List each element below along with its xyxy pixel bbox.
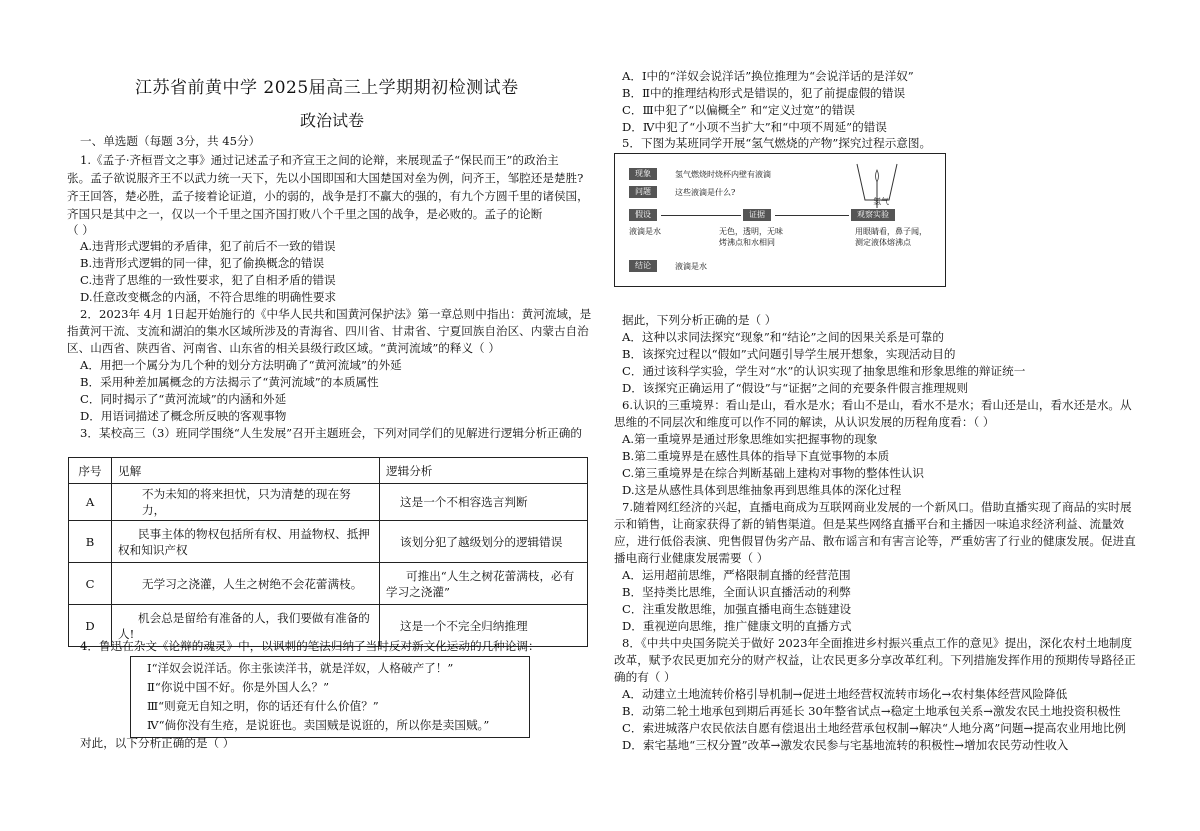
q1-option-c[interactable]: C.违背了思维的一致性要求，犯了自相矛盾的错误	[80, 273, 336, 287]
observe-line-2: 测定液体熔沸点	[855, 238, 911, 247]
q7-line: 7.随着网红经济的兴起，直播电商成为互联网商业发展的一个新风口。借助直播实现了商品的实时展	[622, 500, 1132, 514]
q1-line: 齐王回答，楚必胜，孟子接着论证道，小的弱的，战争是打不赢大的强的，有九个方圆千里的诸侯国，	[67, 189, 589, 203]
table-header: 见解	[112, 458, 380, 484]
q2-line: 2．2023年 4月 1日起开始施行的《中华人民共和国黄河保护法》第一章总则中指出：黄河流域，是	[80, 307, 592, 321]
row-view: 民事主体的物权包括所有权、用益物权、抵押权和知识产权	[112, 521, 380, 563]
q5-option-d[interactable]: D．该探究正确运用了“假设”与“证据”之间的充要条件假言推理规则	[622, 381, 969, 395]
row-no: B	[69, 521, 112, 563]
q4-option-d[interactable]: D．Ⅳ中犯了“小项不当扩大”和“中项不周延”的错误	[622, 120, 887, 134]
q7-line: 播电商行业健康发展需要（ ）	[614, 551, 769, 565]
section-heading: 一、单选题（每题 3分，共 45分）	[80, 134, 261, 148]
q4-quote: Ⅰ“洋奴会说洋话。你主张读洋书，就是洋奴，人格破产了！”	[147, 661, 454, 675]
q2-line: 区、山西省、陕西省、河南省、山东省的相关县级行政区域。“黄河流域”的释义（ ）	[67, 341, 500, 355]
hypothesis-text: 液滴是水	[629, 227, 661, 236]
q6-line: 6.认识的三重境界：看山是山，看水是水；看山不是山，看水不是水；看山还是山，看水还是水。从	[622, 398, 1132, 412]
q8-line: 改革，赋予农民更加充分的财产权益，让农民更多分享改革红利。下列措施发挥作用的预期传导路径正	[614, 653, 1136, 667]
table-row	[69, 484, 588, 521]
row-analysis: 这是一个不完全归纳推理	[380, 605, 588, 647]
row-no: A	[69, 484, 112, 521]
q6-option-b[interactable]: B.第二重境界是在感性具体的指导下直觉事物的本质	[622, 449, 890, 463]
q1-line: （ ）	[67, 223, 94, 237]
q4-quote: Ⅱ“你说中国不好。你是外国人么？”	[147, 680, 330, 694]
q4-after: 对此，以下分析正确的是（ ）	[80, 736, 235, 750]
q7-option-c[interactable]: C．注重发散思维，加强直播电商生态链建设	[622, 602, 852, 616]
table-header: 逻辑分析	[380, 458, 588, 484]
tag-hypothesis: 假设	[629, 209, 657, 221]
q2-option-d[interactable]: D．用语词描述了概念所反映的客观事物	[80, 409, 287, 423]
q7-option-b[interactable]: B．坚持类比思维，全面认识直播活动的利弊	[622, 585, 851, 599]
q7-option-a[interactable]: A．运用超前思维，严格限制直播的经营范围	[622, 568, 851, 582]
question-text: 这些液滴是什么?	[675, 188, 736, 197]
q7-option-d[interactable]: D．重视逆向思维，推广健康文明的直播方式	[622, 619, 852, 633]
q1-option-a[interactable]: A.违背形式逻辑的矛盾律，犯了前后不一致的错误	[80, 239, 336, 253]
q2-option-c[interactable]: C．同时揭示了“黄河流域”的内涵和外延	[80, 392, 287, 406]
q2-option-b[interactable]: B．采用种差加属概念的方法揭示了“黄河流域”的本质属性	[80, 375, 379, 389]
table-row	[69, 563, 588, 605]
page-title: 江苏省前黄中学 2025届高三上学期期初检测试卷	[135, 78, 519, 98]
evidence-line-1: 无色，透明，无味	[719, 227, 783, 236]
conclusion-text: 液滴是水	[675, 262, 707, 271]
q2-option-a[interactable]: A．用把一个属分为几个种的划分方法明确了“黄河流域”的外延	[80, 358, 402, 372]
q7-line: 应，进行低俗表演、兜售假冒伪劣产品、散布谣言和有害言论等，严重妨害了行业的健康发展。促进直	[614, 534, 1136, 548]
q4-option-b[interactable]: B．Ⅱ中的推理结构形式是错误的，犯了前提虚假的错误	[622, 86, 906, 100]
q6-option-c[interactable]: C.第三重境界是在综合判断基础上建构对事物的整体性认识	[622, 466, 924, 480]
q5-option-c[interactable]: C．通过该科学实验，学生对“水”的认识实现了抽象思维和形象思维的辩证统一	[622, 364, 1026, 378]
hydrogen-label: 氢气	[873, 197, 889, 206]
tag-evidence: 证据	[743, 209, 771, 221]
tag-phenomenon: 现象	[629, 168, 657, 180]
q3-stem: 3．某校高三（3）班同学围绕“人生发展”召开主题班会，下列对同学们的见解进行逻辑分析正确的	[80, 426, 582, 440]
row-analysis: 该划分犯了越级划分的逻辑错误	[380, 521, 588, 563]
q6-line: 思维的不同层次和维度可以作不同的解读，从认识发展的历程角度看：（ ）	[614, 415, 995, 429]
q6-option-d[interactable]: D.这是从感性具体到思维抽象再到思维具体的深化过程	[622, 483, 902, 497]
q1-line: 1.《孟子·齐桓晋文之事》通过记述孟子和齐宣王之间的论辩，来展现孟子“保民而王”的政治主	[80, 153, 559, 167]
evidence-line-2: 烤沸点和水相同	[719, 238, 775, 247]
table-row	[69, 521, 588, 563]
row-view: 不为未知的将来担忧，只为清楚的现在努力，	[112, 484, 380, 521]
q1-option-d[interactable]: D.任意改变概念的内涵，不符合思维的明确性要求	[80, 290, 337, 304]
page-subtitle: 政治试卷	[300, 111, 365, 130]
q5-option-b[interactable]: B．该探究过程以“假如”式问题引导学生展开想象，实现活动目的	[622, 347, 956, 361]
q2-line: 指黄河干流、支流和湖泊的集水区域所涉及的青海省、四川省、甘肃省、宁夏回族自治区、内蒙古自治	[67, 324, 589, 338]
phenomenon-text: 氢气燃烧时烧杯内壁有液滴	[675, 170, 771, 179]
row-analysis: 这是一个不相容选言判断	[380, 484, 588, 521]
row-no: D	[69, 605, 112, 647]
q4-option-c[interactable]: C．Ⅲ中犯了“以偏概全” 和“定义过宽”的错误	[622, 103, 855, 117]
q8-line: 确的有（ ）	[614, 670, 676, 684]
q5-after: 据此，下列分析正确的是（ ）	[622, 313, 777, 327]
row-view: 无学习之浇灌，人生之树绝不会花蕾满枝。	[112, 563, 380, 605]
row-view: 机会总是留给有准备的人，我们要做有准备的人!	[112, 605, 380, 647]
q7-line: 示和销售，让商家获得了新的销售渠道。但是某些网络直播平台和主播因一味追求经济利益、流量效	[614, 517, 1125, 531]
q4-quote: Ⅳ“倘你没有生疮，是说诳也。卖国贼是说诳的，所以你是卖国贼。”	[147, 718, 490, 732]
q6-option-a[interactable]: A.第一重境界是通过形象思维如实把握事物的现象	[622, 432, 878, 446]
q8-option-a[interactable]: A．动建立土地流转价格引导机制→促进土地经营权流转市场化→农村集体经营风险降低	[622, 687, 1068, 701]
q1-option-b[interactable]: B.违背形式逻辑的同一律，犯了偷换概念的错误	[80, 256, 325, 270]
q8-option-d[interactable]: D．索宅基地“三权分置”改革→激发农民参与宅基地流转的积极性→增加农民劳动性收入	[622, 738, 1069, 752]
tag-observe: 观察实验	[851, 209, 895, 221]
q5-option-a[interactable]: A．这种以求同法探究“现象”和“结论”之间的因果关系是可靠的	[622, 330, 944, 344]
q4-quote: Ⅲ“则竟无自知之明，你的话还有什么价值？”	[147, 699, 379, 713]
q8-line: 8．《中共中央国务院关于做好 2023年全面推进乡村振兴重点工作的意见》提出，深化农村土地制度	[622, 636, 1133, 650]
row-no: C	[69, 563, 112, 605]
table-header: 序号	[69, 458, 112, 484]
q4-stem: 4．鲁迅在杂文《论辩的魂灵》中，以讽刺的笔法归纳了当时反对新文化运动的几种论调：	[80, 639, 540, 653]
q4-option-a[interactable]: A．Ⅰ中的“洋奴会说洋话”换位推理为“会说洋话的是洋奴”	[622, 69, 914, 83]
q5-diagram	[614, 153, 946, 287]
q1-line: 齐国只是其中之一，仅以一个千里之国齐国打败八个千里之国的战争，是必败的。孟子的论断	[67, 207, 543, 221]
tag-question: 问题	[629, 186, 657, 198]
q5-stem: 5．下图为某班同学开展“氢气燃烧的产物”探究过程示意图。	[622, 136, 932, 150]
row-analysis: 可推出“人生之树花蕾满枝，必有学习之浇灌”	[380, 563, 588, 605]
q3-table	[68, 457, 588, 647]
q1-line: 张。孟子欲说服齐王不以武力统一天下，先以小国即国和大国楚国对垒为例，问齐王，邹腔还是楚胜?	[67, 171, 584, 185]
q4-quote-box	[130, 656, 530, 738]
q8-option-c[interactable]: C．索进城落户农民依法自愿有偿退出土地经营承包权制→解决“人地分离”问题→提高农业用地比例	[622, 721, 1126, 735]
tag-conclusion: 结论	[629, 260, 657, 272]
observe-line-1: 用眼睛看，鼻子闻，	[855, 227, 927, 236]
q8-option-b[interactable]: B．动第二轮土地承包到期后再延长 30年整省试点→稳定土地承包关系→激发农民土地投资积极性	[622, 704, 1121, 718]
